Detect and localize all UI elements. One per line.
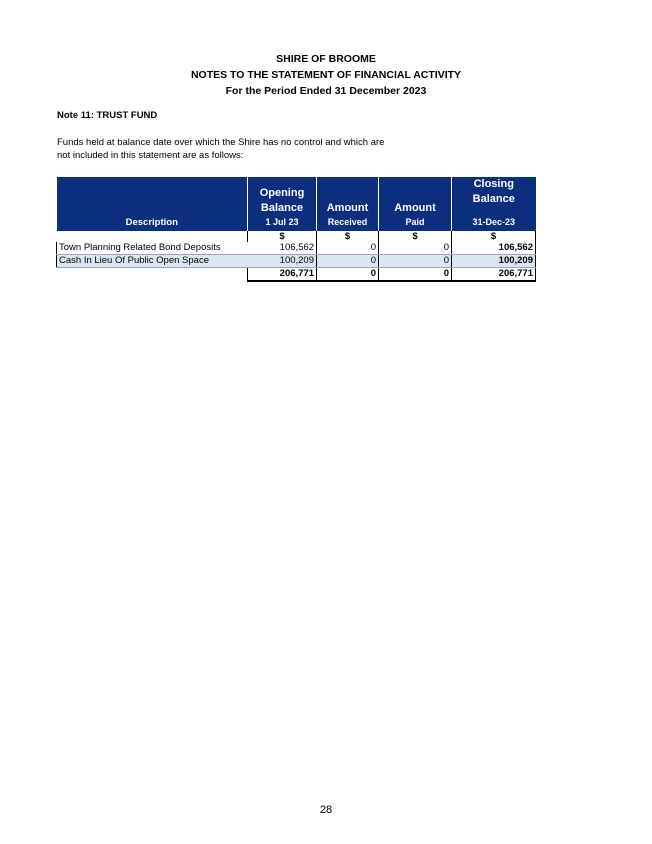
row-closing-balance: 100,209 — [452, 255, 536, 268]
note-intro-line-2: not included in this statement are as follows: — [57, 150, 244, 161]
unit-cell-closing: $ — [452, 231, 536, 242]
page-number: 28 — [319, 804, 333, 816]
unit-cell-blank — [57, 231, 248, 242]
note-intro-line-1: Funds held at balance date over which the Shire has no control and which are — [57, 137, 385, 148]
row-description: Cash In Lieu Of Public Open Space — [57, 255, 248, 268]
total-amount-paid: 0 — [379, 268, 452, 282]
unit-cell-received: $ — [317, 231, 379, 242]
column-header-amount-received: Amount Received — [317, 177, 379, 231]
total-closing-balance: 206,771 — [452, 268, 536, 282]
row-closing-balance: 106,562 — [452, 242, 536, 255]
row-amount-received: 0 — [317, 255, 379, 268]
note-heading: Note 11: TRUST FUND — [57, 110, 158, 121]
report-period: For the Period Ended 31 December 2023 — [225, 85, 427, 97]
unit-cell-paid: $ — [379, 231, 452, 242]
row-opening-balance: 106,562 — [248, 242, 317, 255]
note-intro — [57, 136, 417, 162]
row-opening-balance: 100,209 — [248, 255, 317, 268]
table-header-row — [57, 177, 536, 231]
row-amount-received: 0 — [317, 242, 379, 255]
row-description: Town Planning Related Bond Deposits — [57, 242, 248, 255]
table-row — [57, 242, 536, 255]
total-amount-received: 0 — [317, 268, 379, 282]
shire-name: SHIRE OF BROOME — [276, 53, 376, 65]
table-row — [57, 255, 536, 268]
report-title: NOTES TO THE STATEMENT OF FINANCIAL ACTIVITY — [190, 69, 462, 81]
document-title-block — [0, 51, 652, 99]
total-opening-balance: 206,771 — [248, 268, 317, 282]
totals-blank — [57, 268, 248, 282]
unit-row — [57, 231, 536, 242]
trust-fund-table — [56, 177, 536, 282]
column-header-description: Description — [57, 177, 248, 231]
totals-row — [57, 268, 536, 282]
column-header-opening-balance: Opening Balance 1 Jul 23 — [248, 177, 317, 231]
column-header-amount-paid: Amount Paid — [379, 177, 452, 231]
row-amount-paid: 0 — [379, 242, 452, 255]
unit-cell-opening: $ — [248, 231, 317, 242]
row-amount-paid: 0 — [379, 255, 452, 268]
column-header-closing-balance: Closing Balance 31-Dec-23 — [452, 177, 536, 231]
